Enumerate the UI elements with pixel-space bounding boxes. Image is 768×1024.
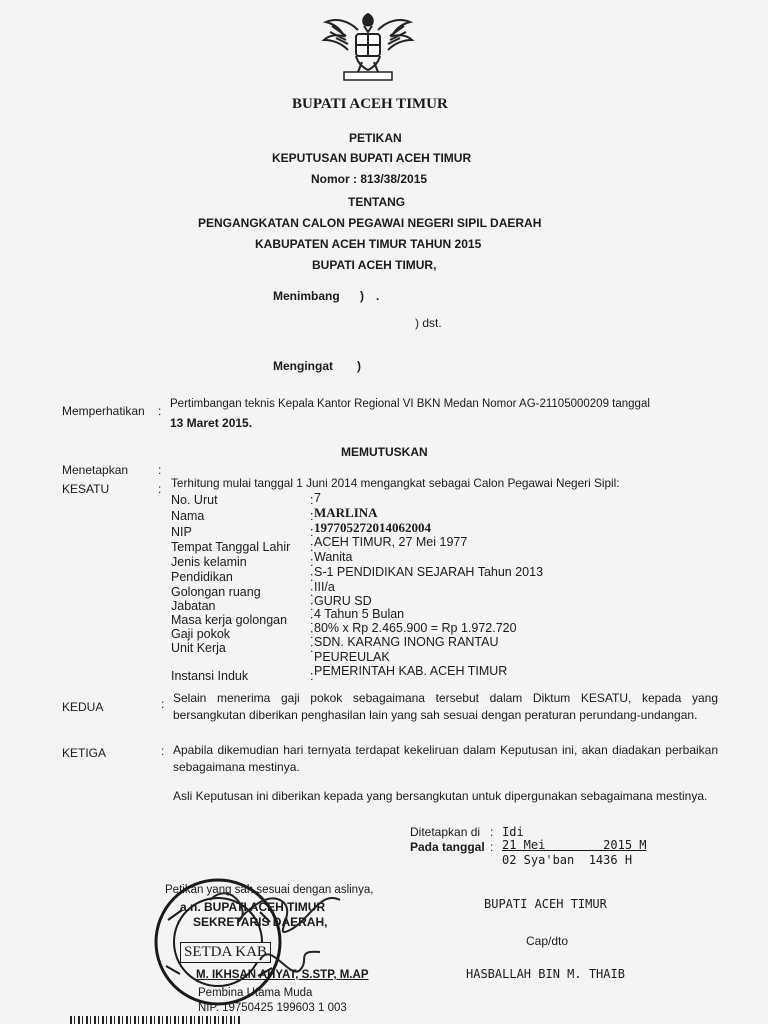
signer-title: BUPATI ACEH TIMUR: [484, 897, 607, 911]
asli-text: Asli Keputusan ini diberikan kepada yang bersangkutan untuk dipergunakan sebagaimana mestinya.: [173, 789, 708, 803]
memutuskan-heading: MEMUTUSKAN: [341, 445, 428, 459]
menimbang-dot: .: [376, 289, 380, 303]
field-value: PEUREULAK: [314, 650, 390, 664]
menetapkan-label: Menetapkan: [62, 463, 129, 477]
field-value: 197705272014062004: [314, 520, 431, 535]
memperhatikan-colon: :: [158, 404, 162, 418]
an-bupati-text: a.n. BUPATI ACEH TIMUR: [180, 900, 326, 914]
keputusan-heading: KEPUTUSAN BUPATI ACEH TIMUR: [272, 151, 472, 165]
field-label: Golongan ruang: [171, 585, 261, 599]
field-value: SDN. KARANG INONG RANTAU: [314, 635, 499, 649]
field-colon: :: [310, 585, 314, 599]
tanggal-masehi: 21 Mei 2015 M: [502, 838, 647, 852]
ketiga-colon: :: [161, 744, 165, 758]
subject-line-2: KABUPATEN ACEH TIMUR TAHUN 2015: [255, 237, 482, 251]
petikan-sah-text: Petikan yang sah sesuai dengan aslinya,: [165, 884, 374, 896]
field-value: 7: [314, 491, 321, 505]
pada-tanggal-colon: :: [490, 840, 494, 854]
sekda-nip: NIP. 19750425 199603 1 003: [198, 1002, 347, 1014]
menimbang-label: Menimbang: [273, 289, 340, 303]
signature-scribble-icon: [200, 880, 360, 1000]
bupati-heading: BUPATI ACEH TIMUR,: [312, 258, 437, 272]
tanggal-hijriah: 02 Sya'ban 1436 H: [502, 853, 633, 867]
field-value: MARLINA: [314, 505, 378, 520]
field-colon: :: [310, 613, 314, 627]
subject-line-1: PENGANGKATAN CALON PEGAWAI NEGERI SIPIL DAERAH: [198, 216, 542, 230]
sekda-rank: Pembina Utama Muda: [198, 987, 313, 999]
field-label: Pendidikan: [171, 570, 233, 584]
field-label: Jenis kelamin: [171, 555, 247, 569]
garuda-emblem-icon: [318, 6, 418, 86]
field-label: Gaji pokok: [171, 627, 231, 641]
kedua-text: Selain menerima gaji pokok sebagaimana tersebut dalam Diktum KESATU, kepada yang bersangkutan diberikan penghasilan lain yang sah sesuai dengan peraturan perundang-undangan.: [173, 691, 718, 722]
field-colon: :: [310, 599, 314, 613]
field-value: III/a: [314, 580, 335, 594]
field-label: NIP: [171, 525, 192, 539]
field-colon: :: [310, 540, 314, 554]
kedua-colon: :: [161, 697, 165, 711]
barcode-strip: [70, 1016, 240, 1024]
stamp-center-text: SETDA KAB: [180, 942, 271, 963]
field-colon: :: [310, 570, 314, 584]
field-label: Masa kerja golongan: [171, 613, 288, 627]
memperhatikan-label: Memperhatikan: [62, 404, 145, 418]
kesatu-colon: :: [158, 482, 162, 496]
field-label: Tempat Tanggal Lahir: [171, 540, 291, 554]
field-colon: :: [310, 525, 314, 539]
field-value: PEMERINTAH KAB. ACEH TIMUR: [314, 664, 508, 678]
field-value: 4 Tahun 5 Bulan: [314, 607, 405, 621]
menimbang-dst: ) dst.: [415, 316, 442, 330]
field-label: No. Urut: [171, 493, 218, 507]
field-value: Wanita: [314, 550, 353, 564]
menimbang-paren: ): [360, 289, 364, 303]
tentang-heading: TENTANG: [348, 195, 406, 209]
ketiga-text: Apabila dikemudian hari ternyata terdapat kekeliruan dalam Keputusan ini, akan diadakan perbaikan sebagaimana mestinya.: [173, 743, 718, 774]
field-label: Instansi Induk: [171, 669, 249, 683]
field-value: ACEH TIMUR, 27 Mei 1977: [314, 535, 468, 549]
signer-name: HASBALLAH BIN M. THAIB: [466, 967, 625, 981]
field-label: Unit Kerja: [171, 641, 226, 655]
field-colon: :: [310, 555, 314, 569]
field-colon: :: [310, 627, 314, 641]
memperhatikan-text-2: 13 Maret 2015.: [170, 416, 253, 430]
field-colon: :: [310, 509, 314, 523]
nomor-heading: Nomor : 813/38/2015: [311, 172, 428, 186]
pada-tanggal-label: Pada tanggal: [410, 840, 485, 854]
field-colon: :: [310, 669, 314, 683]
kesatu-intro: Terhitung mulai tanggal 1 Juni 2014 mengangkat sebagai Calon Pegawai Negeri Sipil:: [171, 476, 620, 490]
mengingat-label: Mengingat: [273, 359, 333, 373]
field-colon: :: [310, 493, 314, 507]
ditetapkan-colon: :: [490, 825, 494, 839]
ditetapkan-value: Idi: [502, 825, 524, 839]
menetapkan-colon: :: [158, 463, 162, 477]
ditetapkan-label: Ditetapkan di: [410, 825, 481, 839]
memperhatikan-text-1: Pertimbangan teknis Kepala Kantor Regional VI BKN Medan Nomor AG-21105000209 tanggal: [170, 398, 650, 410]
field-value: GURU SD: [314, 594, 372, 608]
kedua-label: KEDUA: [62, 700, 104, 714]
field-value: 80% x Rp 2.465.900 = Rp 1.972.720: [314, 621, 517, 635]
page-title: BUPATI ACEH TIMUR: [292, 96, 448, 112]
signer-cap: Cap/dto: [526, 934, 569, 948]
field-colon: :: [310, 641, 314, 655]
field-value: S-1 PENDIDIKAN SEJARAH Tahun 2013: [314, 565, 544, 579]
petikan-heading: PETIKAN: [349, 131, 402, 145]
ketiga-label: KETIGA: [62, 746, 107, 760]
mengingat-paren: ): [357, 359, 361, 373]
field-label: Nama: [171, 509, 205, 523]
sekda-text: SEKRETARIS DAERAH,: [193, 915, 328, 929]
sekda-name: M. IKHSAN AHYAT, S.STP, M.AP: [196, 969, 369, 981]
kesatu-label: KESATU: [62, 482, 110, 496]
field-label: Jabatan: [171, 599, 216, 613]
